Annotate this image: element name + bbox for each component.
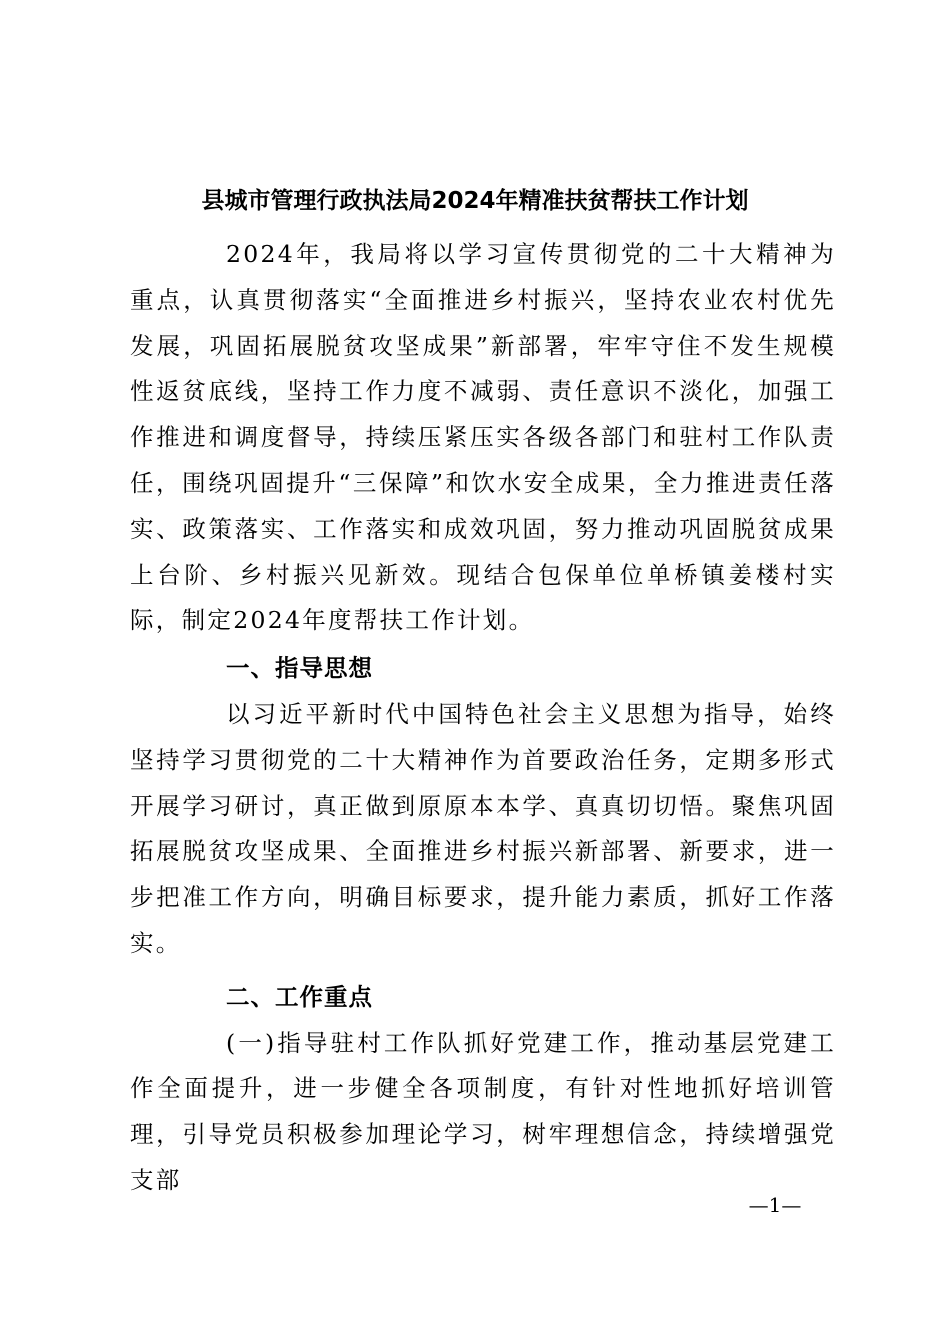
section-paragraph-work-focus: (一)指导驻村工作队抓好党建工作，推动基层党建工作全面提升，进一步健全各项制度，有针对性地抓好培训管理，引导党员积极参加理论学习，树牢理想信念，持续增强党支部	[130, 1028, 836, 1194]
document-body	[130, 232, 836, 1204]
section-heading-guiding-ideology: 一、指导思想	[226, 654, 373, 683]
section-paragraph-guiding-ideology: 以习近平新时代中国特色社会主义思想为指导，始终坚持学习贯彻党的二十大精神作为首要政治任务，定期多形式开展学习研讨，真正做到原原本本学、真真切切悟。聚焦巩固拓展脱贫攻坚成果、全面推进乡村振兴新部署、新要求，进一步把准工作方向，明确目标要求，提升能力素质，抓好工作落实。	[130, 699, 836, 957]
page-number: —1—	[748, 1193, 802, 1217]
section-heading-work-focus: 二、工作重点	[226, 982, 373, 1011]
document-title: 县城市管理行政执法局2024年精准扶贫帮扶工作计划	[201, 188, 749, 214]
intro-paragraph: 2024年，我局将以学习宣传贯彻党的二十大精神为重点，认真贯彻落实“全面推进乡村振兴，坚持农业农村优先发展，巩固拓展脱贫攻坚成果”新部署，牢牢守住不发生规模性返贫底线，坚持工作力度不减弱、责任意识不淡化，加强工作推进和调度督导，持续压紧压实各级各部门和驻村工作队责任，围绕巩固提升“三保障”和饮水安全成果，全力推进责任落实、政策落实、工作落实和成效巩固，努力推动巩固脱贫成果上台阶、乡村振兴见新效。现结合包保单位单桥镇姜楼村实际，制定2024年度帮扶工作计划。	[130, 240, 836, 635]
spacer	[130, 967, 836, 975]
